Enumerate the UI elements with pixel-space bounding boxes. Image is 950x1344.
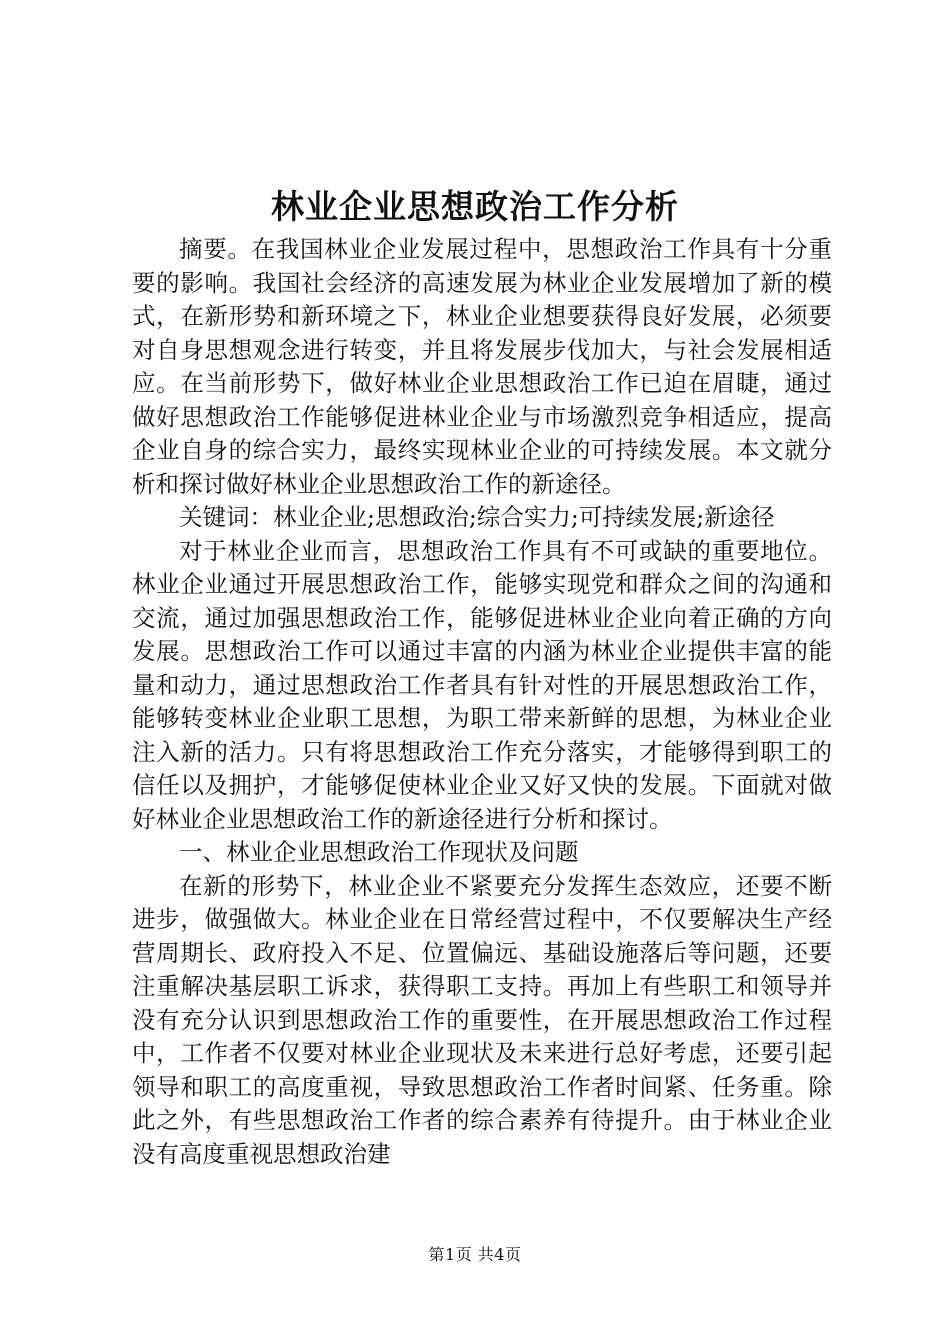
section-heading: 一、林业企业思想政治工作现状及问题	[179, 838, 579, 866]
intro-paragraph: 对于林业企业而言，思想政治工作具有不可或缺的重要地位。林业企业通过开展思想政治工作，能够实现党和群众之间的沟通和交流，通过加强思想政治工作，能够促进林业企业向着正确的方向发展。思想政治工作可以通过丰富的内涵为林业企业提供丰富的能量和动力，通过思想政治工作者具有针对性的开展思想政治工作，能够转变林业企业职工思想，为职工带来新鲜的思想，为林业企业注入新的活力。只有将思想政治工作充分落实，才能够得到职工的信任以及拥护，才能够促使林业企业又好又快的发展。下面就对做好林业企业思想政治工作的新途径进行分析和探讨。	[132, 536, 832, 833]
keywords-paragraph: 关键词：林业企业;思想政治;综合实力;可持续发展;新途径	[179, 503, 775, 531]
document-title: 林业企业思想政治工作分析	[271, 187, 679, 226]
document-body	[132, 233, 832, 1171]
abstract-paragraph: 摘要。在我国林业企业发展过程中，思想政治工作具有十分重要的影响。我国社会经济的高速发展为林业企业发展增加了新的模式，在新形势和新环境之下，林业企业想要获得良好发展，必须要对自身思想观念进行转变，并且将发展步伐加大，与社会发展相适应。在当前形势下，做好林业企业思想政治工作已迫在眉睫，通过做好思想政治工作能够促进林业企业与市场激烈竞争相适应，提高企业自身的综合实力，最终实现林业企业的可持续发展。本文就分析和探讨做好林业企业思想政治工作的新途径。	[132, 235, 832, 498]
page-footer: 第1页 共4页	[428, 1245, 522, 1264]
section-paragraph: 在新的形势下，林业企业不紧要充分发挥生态效应，还要不断进步，做强做大。林业企业在日常经营过程中，不仅要解决生产经营周期长、政府投入不足、位置偏远、基础设施落后等问题，还要注重解决基层职工诉求，获得职工支持。再加上有些职工和领导并没有充分认识到思想政治工作的重要性，在开展思想政治工作过程中，工作者不仅要对林业企业现状及未来进行总好考虑，还要引起领导和职工的高度重视，导致思想政治工作者时间紧、任务重。除此之外，有些思想政治工作者的综合素养有待提升。由于林业企业没有高度重视思想政治建	[132, 871, 832, 1168]
